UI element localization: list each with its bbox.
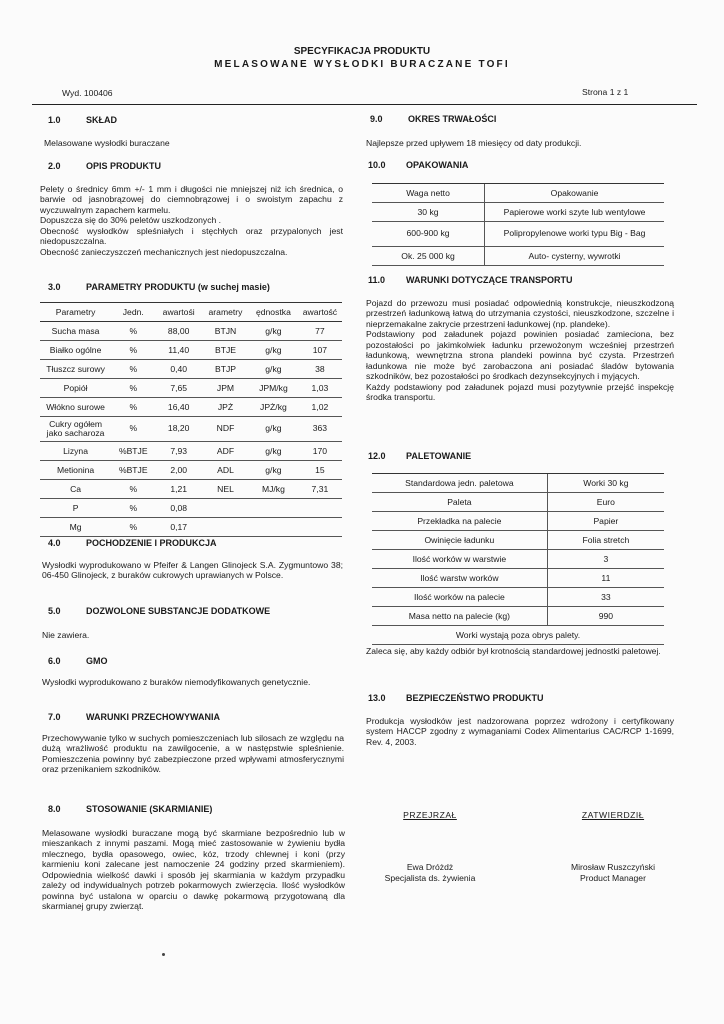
section-1-text: Melasowane wysłodki buraczane	[44, 138, 170, 148]
table-cell: g/kg	[249, 322, 298, 341]
section-2-heading: 2.0 OPIS PRODUKTU	[48, 161, 162, 171]
table-row	[40, 360, 342, 379]
table-row	[40, 499, 342, 518]
table-cell: JPŻ	[202, 398, 249, 417]
table-row	[40, 480, 342, 499]
table-cell: Popiół	[40, 379, 111, 398]
table-row	[372, 550, 664, 569]
header-divider	[32, 104, 697, 105]
approved-label: ZATWIERDZIŁ	[581, 810, 645, 820]
table-cell	[298, 518, 342, 537]
table-footnote-row	[372, 626, 664, 645]
table-cell: %	[111, 341, 155, 360]
table-cell: Ilość worków w warstwie	[372, 550, 547, 569]
table-cell: g/kg	[249, 417, 298, 442]
section-7-text: Przechowywanie tylko w suchych pomieszczeniach lub silosach ze względu na dużą wrażliwość produktu na zawilgocenie, a w następstwie spleśnienie. Pomieszczenia powinny być zabezpieczone przed wpływami atmosferycznymi oraz przenikaniem szkodników.	[42, 733, 344, 775]
table-cell: Masa netto na palecie (kg)	[372, 607, 547, 626]
table-cell: Ilość warstw worków	[372, 569, 547, 588]
table-footnote: Worki wystają poza obrys palety.	[372, 626, 664, 645]
table-cell: Lizyna	[40, 442, 111, 461]
packaging-table	[372, 183, 664, 266]
table-cell: %BTJE	[111, 461, 155, 480]
table-cell: %	[111, 379, 155, 398]
table-row	[372, 588, 664, 607]
table-cell: Folia stretch	[547, 531, 664, 550]
section-6-heading: 6.0 GMO	[48, 656, 108, 666]
section-9-text: Najlepsze przed upływem 18 miesięcy od daty produkcji.	[366, 138, 582, 148]
table-cell: 11	[547, 569, 664, 588]
table-cell: 990	[547, 607, 664, 626]
table-cell: Papierowe worki szyte lub wentylowe	[485, 203, 664, 222]
table-cell: NDF	[202, 417, 249, 442]
table-cell: 600-900 kg	[372, 222, 485, 247]
table-cell: 33	[547, 588, 664, 607]
table-cell: 7,65	[155, 379, 202, 398]
table-row	[372, 493, 664, 512]
product-name: MELASOWANE WYSŁODKI BURACZANE TOFI	[214, 59, 510, 70]
table-row	[40, 379, 342, 398]
reviewed-role: Specjalista ds. żywienia	[384, 872, 476, 883]
table-cell: Paleta	[372, 493, 547, 512]
parameters-table	[40, 302, 342, 537]
section-12-heading: 12.0 PALETOWANIE	[368, 451, 472, 461]
table-cell: Auto- cysterny, wywrotki	[485, 247, 664, 266]
table-cell: 170	[298, 442, 342, 461]
table-cell: Ok. 25 000 kg	[372, 247, 485, 266]
pallet-table	[372, 473, 664, 645]
table-cell: Owinięcie ładunku	[372, 531, 547, 550]
reviewed-name: Ewa Dróżdż	[406, 862, 454, 873]
section-5-heading: 5.0 DOZWOLONE SUBSTANCJE DODATKOWE	[48, 606, 271, 616]
edition-number: Wyd. 100406	[62, 88, 113, 98]
section-11-heading: 11.0 WARUNKI DOTYCZĄCE TRANSPORTU	[368, 275, 573, 285]
column-header: Parametry	[40, 303, 111, 322]
table-row	[372, 531, 664, 550]
section-1-heading: 1.0 SKŁAD	[48, 115, 117, 125]
table-cell: %	[111, 417, 155, 442]
table-cell: 1,03	[298, 379, 342, 398]
table-row	[372, 247, 664, 266]
table-cell: Ilość worków na palecie	[372, 588, 547, 607]
table-header-row	[372, 474, 664, 493]
table-cell: 7,31	[298, 480, 342, 499]
signature-approved	[548, 810, 678, 883]
table-cell: g/kg	[249, 442, 298, 461]
table-cell: 363	[298, 417, 342, 442]
section-8-text: Melasowane wysłodki buraczane mogą być skarmiane bezpośrednio lub w mieszankach z innymi paszami. Mogą mieć zastosowanie w żywieniu bydła mlecznego, bydła opasowego, owiec, kóz, trzody chlewnej i koni (przy karmieniu koni zalecane jest namoczenie 24 godziny przed skarmieniem). Odpowiednia wielkość dawki i sposób jej skarmiania w każdym przypadku zależy od indywidualnych potrzeb pokarmowych zwierzęcia. Ilość wysłodków powinna być ustalona w oparciu o dawkę pokarmową przygotowaną dla skarmianej grupy zwierząt.	[42, 828, 345, 912]
page-number: Strona 1 z 1	[582, 87, 629, 97]
table-cell: BTJE	[202, 341, 249, 360]
column-header: awartość	[298, 303, 342, 322]
table-cell: 1,02	[298, 398, 342, 417]
table-cell: JPM	[202, 379, 249, 398]
table-cell: Sucha masa	[40, 322, 111, 341]
table-row	[40, 322, 342, 341]
table-row	[40, 417, 342, 442]
column-header: Opakowanie	[485, 184, 664, 203]
table-cell: JPM/kg	[249, 379, 298, 398]
section-7-heading: 7.0 WARUNKI PRZECHOWYWANIA	[48, 712, 220, 722]
column-header: Worki 30 kg	[547, 474, 664, 493]
scan-speck	[162, 953, 165, 956]
table-row	[40, 442, 342, 461]
section-6-text: Wysłodki wyprodukowano z buraków niemodyfikowanych genetycznie.	[42, 677, 311, 687]
table-cell: 0,08	[155, 499, 202, 518]
table-cell: BTJN	[202, 322, 249, 341]
table-cell: 30 kg	[372, 203, 485, 222]
table-row	[372, 203, 664, 222]
column-header: Jedn.	[111, 303, 155, 322]
table-cell	[249, 499, 298, 518]
table-cell: g/kg	[249, 461, 298, 480]
table-cell: %	[111, 398, 155, 417]
table-cell: 38	[298, 360, 342, 379]
table-cell: P	[40, 499, 111, 518]
section-3-heading: 3.0 PARAMETRY PRODUKTU (w suchej masie)	[48, 282, 270, 292]
table-cell: MJ/kg	[249, 480, 298, 499]
column-header: Waga netto	[372, 184, 485, 203]
table-cell: 11,40	[155, 341, 202, 360]
table-cell: Przekładka na palecie	[372, 512, 547, 531]
table-row	[40, 398, 342, 417]
table-cell: 7,93	[155, 442, 202, 461]
table-row	[372, 607, 664, 626]
table-cell	[202, 518, 249, 537]
table-cell: Cukry ogółem jako sacharoza	[40, 417, 111, 442]
table-row	[372, 222, 664, 247]
table-cell: %	[111, 360, 155, 379]
table-cell: %	[111, 322, 155, 341]
table-cell: 18,20	[155, 417, 202, 442]
table-cell: %	[111, 480, 155, 499]
table-cell: BTJP	[202, 360, 249, 379]
table-cell: Tłuszcz surowy	[40, 360, 111, 379]
table-header-row	[372, 184, 664, 203]
table-cell: Białko ogólne	[40, 341, 111, 360]
column-header: awartośi	[155, 303, 202, 322]
table-row	[40, 518, 342, 537]
table-cell: ADF	[202, 442, 249, 461]
table-cell: Włókno surowe	[40, 398, 111, 417]
table-cell: g/kg	[249, 360, 298, 379]
section-13-heading: 13.0 BEZPIECZEŃSTWO PRODUKTU	[368, 693, 544, 703]
table-cell: JPŻ/kg	[249, 398, 298, 417]
approved-role: Product Manager	[580, 872, 646, 883]
table-row	[372, 512, 664, 531]
table-cell: Euro	[547, 493, 664, 512]
table-cell: 77	[298, 322, 342, 341]
section-11-text: Pojazd do przewozu musi posiadać odpowiednią konstrukcje, nieuszkodzoną przestrzeń ładunkową łatwą do utrzymania czystości, nieuszkodzone, szczelne i nieprzemakalne zakrycie przestrzeni ładunkowej (np. plandeke). Podstawiony pod załadunek pojazd powinien posiadać zamieciona, bez pozostałości po jakimkolwiek ładunku przewożonym wcześniej przestrzeń ładunkową, wewnętrzna strona plandeki powinna być czysta. Przestrzeń ładunkowa nie może być zarobaczona ani posiadać śladów bytowania szkodników, bez pozostałości po środkach dezynsekcyjnych i myjących. Każdy podstawiony pod załadunek pojazd musi pozytywnie przejść inspekcję środka transportu.	[366, 298, 674, 403]
table-row	[40, 341, 342, 360]
section-8-heading: 8.0 STOSOWANIE (SKARMIANIE)	[48, 804, 213, 814]
table-cell: %	[111, 499, 155, 518]
pallet-note: Zaleca się, aby każdy odbiór był krotnością standardowej jednostki paletowej.	[366, 646, 661, 656]
section-4-heading: 4.0 POCHODZENIE I PRODUKCJA	[48, 538, 217, 548]
table-cell: 16,40	[155, 398, 202, 417]
column-header: Standardowa jedn. paletowa	[372, 474, 547, 493]
table-cell: Ca	[40, 480, 111, 499]
column-header: ędnostka	[249, 303, 298, 322]
table-row	[40, 461, 342, 480]
section-5-text: Nie zawiera.	[42, 630, 90, 640]
table-cell: 15	[298, 461, 342, 480]
table-header-row	[40, 303, 342, 322]
table-cell: 107	[298, 341, 342, 360]
section-4-text: Wysłodki wyprodukowano w Pfeifer & Langen Glinojeck S.A. Zygmuntowo 38; 06-450 Glinojeck, z buraków cukrowych uprawianych w Polsce.	[42, 560, 343, 581]
table-cell: g/kg	[249, 341, 298, 360]
table-cell: 88,00	[155, 322, 202, 341]
section-2-text: Pelety o średnicy 6mm +/- 1 mm i długości nie mniejszej niż ich średnica, o barwie od jasnobrązowej do ciemnobrązowej i o swoistym zapachu z wyczuwalnym zapachem karmelu. Dopuszcza się do 30% peletów uszkodzonych . Obecność wysłodków spleśniałych i stęchłych oraz przypalonych jest niedopuszczalna. Obecność zanieczyszczeń mechanicznych jest niedopuszczalna.	[40, 184, 343, 257]
table-row	[372, 569, 664, 588]
table-cell	[249, 518, 298, 537]
table-cell	[298, 499, 342, 518]
table-cell: 1,21	[155, 480, 202, 499]
reviewed-label: PRZEJRZAŁ	[403, 810, 457, 820]
table-cell: ADL	[202, 461, 249, 480]
table-cell: Metionina	[40, 461, 111, 480]
section-10-heading: 10.0 OPAKOWANIA	[368, 160, 469, 170]
column-header: arametry	[202, 303, 249, 322]
table-cell: Mg	[40, 518, 111, 537]
signature-reviewed	[370, 810, 490, 883]
table-cell: 0,17	[155, 518, 202, 537]
table-cell	[202, 499, 249, 518]
table-cell: NEL	[202, 480, 249, 499]
section-13-text: Produkcja wysłodków jest nadzorowana poprzez wdrożony i certyfikowany system HACCP zgodny z wymaganiami Codex Alimentarius CAC/RCP 1-1699, Rev. 4, 2003.	[366, 716, 674, 747]
section-9-heading: 9.0 OKRES TRWAŁOŚCI	[370, 114, 497, 124]
table-cell: 2,00	[155, 461, 202, 480]
table-cell: 0,40	[155, 360, 202, 379]
table-cell: 3	[547, 550, 664, 569]
table-cell: Papier	[547, 512, 664, 531]
table-cell: %	[111, 518, 155, 537]
table-cell: Polipropylenowe worki typu Big - Bag	[485, 222, 664, 247]
document-title: SPECYFIKACJA PRODUKTU	[293, 46, 431, 57]
table-cell: %BTJE	[111, 442, 155, 461]
approved-name: Mirosław Ruszczyński	[570, 862, 656, 873]
